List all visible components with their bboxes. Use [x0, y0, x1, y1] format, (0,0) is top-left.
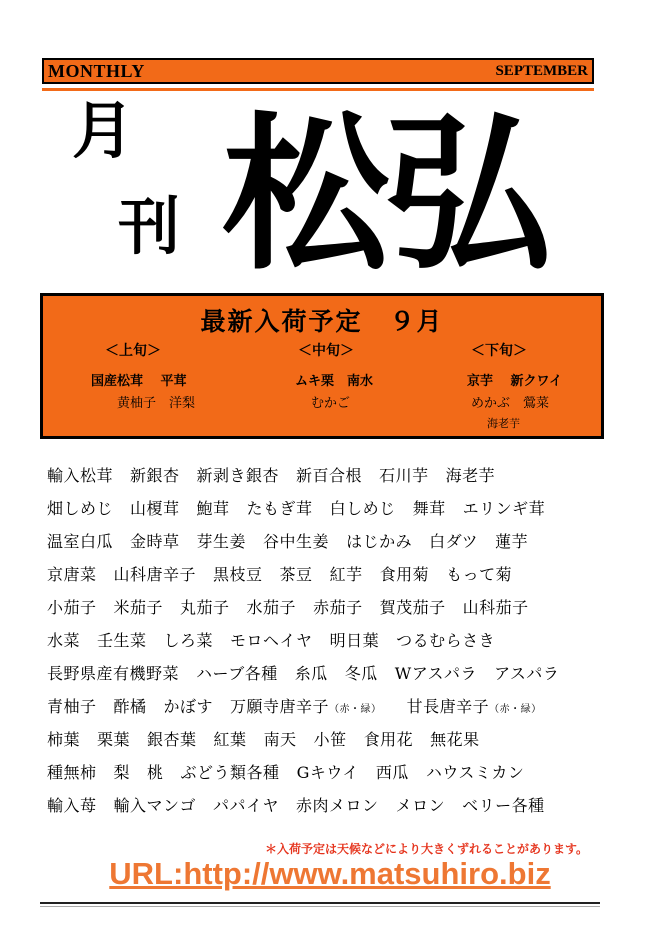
- header-month: SEPTEMBER: [495, 63, 588, 79]
- list-item: 京唐菜: [47, 565, 97, 584]
- list-item: 壬生菜: [97, 631, 147, 650]
- list-item-label: 万願寺唐辛子: [230, 697, 330, 716]
- list-item: 水茄子: [246, 598, 297, 617]
- list-item: 水菜: [47, 631, 81, 650]
- middle-line2: むかご: [311, 396, 351, 411]
- list-item: 小茄子: [47, 598, 97, 617]
- header-underline: [42, 88, 594, 91]
- list-item: つるむらさき: [396, 631, 496, 650]
- list-item: たもぎ茸: [246, 499, 313, 518]
- list-item: 石川芋: [379, 466, 429, 485]
- list-item: 西瓜: [375, 763, 409, 782]
- list-item: 栗葉: [97, 730, 131, 749]
- list-item-label: 甘長唐辛子: [406, 697, 490, 716]
- list-item: エリンギ茸: [462, 499, 546, 518]
- list-item: もって菊: [446, 565, 513, 584]
- list-item: 種無柿: [47, 763, 97, 782]
- list-item-note: （赤・緑）: [489, 704, 542, 715]
- list-item: 舞茸: [412, 499, 446, 518]
- list-item: 鮑茸: [196, 499, 230, 518]
- early-line2: 黄柚子 洋梨: [117, 396, 196, 411]
- list-item: 赤肉メロン: [296, 796, 379, 815]
- list-item: メロン: [395, 796, 446, 815]
- list-item: 小笹: [313, 730, 347, 749]
- title-char-2: 刊: [118, 190, 181, 263]
- footer-divider: [40, 902, 600, 904]
- arrival-title: 最新入荷予定 ９月: [200, 307, 444, 336]
- list-item: 銀杏葉: [147, 730, 197, 749]
- late-line1: 京芋 新クワイ: [467, 374, 563, 389]
- list-row-4: [47, 560, 607, 590]
- list-item: [407, 692, 542, 725]
- list-item: 酢橘: [113, 697, 147, 716]
- title-char-1: 月: [72, 94, 135, 167]
- list-item: 賀茂茄子: [379, 598, 446, 617]
- list-row-11: [47, 791, 607, 821]
- list-item: モロヘイヤ: [230, 631, 313, 650]
- list-item: 白しめじ: [329, 499, 396, 518]
- list-item: 食用花: [363, 730, 414, 749]
- list-row-2: [47, 494, 607, 524]
- list-item: 赤茄子: [313, 598, 363, 617]
- list-item: 谷中生姜: [263, 532, 330, 551]
- list-item: 無花果: [430, 730, 480, 749]
- list-row-6: [47, 626, 607, 656]
- list-item: 山科茄子: [462, 598, 529, 617]
- list-item: パパイヤ: [213, 796, 280, 815]
- list-item: 新百合根: [296, 466, 363, 485]
- list-item: アスパラ: [494, 664, 560, 683]
- list-item-note: （赤・緑）: [329, 704, 382, 715]
- list-item: 新剥き銀杏: [196, 466, 280, 485]
- list-item: 畑しめじ: [47, 499, 114, 518]
- list-item: 米茄子: [113, 598, 164, 617]
- list-item: 茶豆: [279, 565, 313, 584]
- list-item: ぶどう類各種: [180, 763, 280, 782]
- footer-divider-thin: [40, 906, 600, 907]
- list-row-3: [47, 527, 607, 557]
- late-line3: 海老芋: [487, 417, 520, 430]
- list-item: はじかみ: [346, 532, 413, 551]
- list-item: 明日葉: [329, 631, 380, 650]
- list-item: ハウスミカン: [425, 763, 525, 782]
- list-item: 南天: [263, 730, 297, 749]
- list-item: 山榎茸: [130, 499, 180, 518]
- list-row-10: [47, 758, 607, 788]
- late-heading: ＜下旬＞: [471, 343, 527, 359]
- arrival-note: ＊入荷予定は天候などにより大きくずれることがあります。: [264, 842, 588, 856]
- list-row-5: [47, 593, 607, 623]
- list-item: 金時草: [130, 532, 180, 551]
- list-item: 紅芋: [329, 565, 363, 584]
- list-item: 山科唐辛子: [113, 565, 197, 584]
- list-row-1: [47, 461, 607, 491]
- header-bar: [42, 58, 594, 84]
- title-main: 松弘: [222, 95, 546, 293]
- list-item: ハーブ各種: [196, 664, 278, 683]
- list-item: 輸入苺: [47, 796, 97, 815]
- list-row-9: [47, 725, 607, 755]
- list-item: 芽生姜: [196, 532, 247, 551]
- website-url-link[interactable]: URL:http://www.matsuhiro.biz: [109, 856, 551, 891]
- list-item: 梨: [113, 763, 131, 782]
- list-item: 黒枝豆: [213, 565, 263, 584]
- list-item: Wアスパラ: [394, 664, 478, 683]
- list-item: 冬瓜: [344, 664, 378, 683]
- early-line1: 国産松茸 平茸: [91, 374, 187, 389]
- list-item: かぼす: [163, 697, 214, 716]
- list-item: 青柚子: [47, 697, 97, 716]
- list-item: ベリー各種: [462, 796, 545, 815]
- list-item: しろ菜: [163, 631, 214, 650]
- middle-heading: ＜中旬＞: [298, 343, 354, 359]
- list-item: 丸茄子: [180, 598, 230, 617]
- list-item: 温室白瓜: [47, 532, 114, 551]
- early-heading: ＜上旬＞: [105, 343, 161, 359]
- list-item: 長野県産有機野菜: [47, 664, 180, 683]
- late-line2: めかぶ 鶯菜: [471, 396, 550, 411]
- list-item: 食用菊: [379, 565, 430, 584]
- list-row-8: [47, 692, 607, 722]
- middle-line1: ムキ栗 南水: [295, 374, 374, 389]
- header-monthly: MONTHLY: [48, 61, 145, 81]
- list-item: Gキウイ: [296, 763, 359, 782]
- list-item: 柿葉: [47, 730, 81, 749]
- list-item: 輸入マンゴ: [113, 796, 197, 815]
- list-item: 輸入松茸: [47, 466, 114, 485]
- list-item: 新銀杏: [130, 466, 180, 485]
- list-item: 蓮芋: [495, 532, 529, 551]
- list-item: 桃: [147, 763, 164, 782]
- list-item: 糸瓜: [294, 664, 328, 683]
- list-item: 紅葉: [213, 730, 247, 749]
- list-item: 白ダツ: [429, 532, 479, 551]
- list-row-7: [47, 659, 607, 689]
- arrival-box: [40, 293, 604, 439]
- list-item: 海老芋: [445, 466, 496, 485]
- list-item: [230, 692, 382, 725]
